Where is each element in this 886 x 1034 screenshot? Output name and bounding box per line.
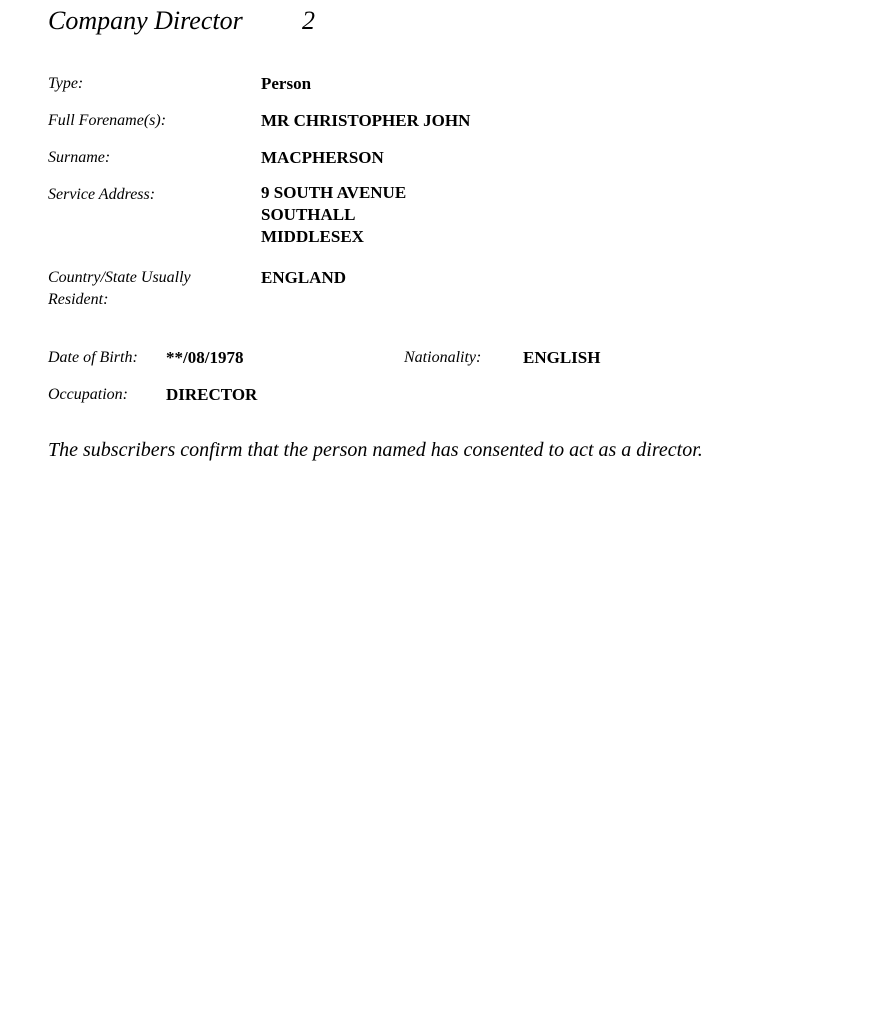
country-label-line-2: Resident: <box>48 291 109 308</box>
country-label <box>48 267 191 311</box>
service-address-label: Service Address: <box>48 186 156 203</box>
director-number: 2 <box>302 6 315 35</box>
country-label-line-1: Country/State Usually <box>48 269 191 286</box>
consent-statement: The subscribers confirm that the person named has consented to act as a director. <box>48 439 703 461</box>
type-value: Person <box>261 74 312 93</box>
forenames-label: Full Forename(s): <box>48 112 167 129</box>
address-line-1: 9 SOUTH AVENUE <box>261 183 407 202</box>
forenames-value: MR CHRISTOPHER JOHN <box>261 111 471 130</box>
occupation-value: DIRECTOR <box>166 385 258 404</box>
surname-label: Surname: <box>48 149 111 166</box>
country-value: ENGLAND <box>261 268 347 287</box>
dob-label: Date of Birth: <box>48 349 138 366</box>
occupation-label: Occupation: <box>48 386 128 403</box>
type-label: Type: <box>48 75 84 92</box>
nationality-label: Nationality: <box>404 349 482 366</box>
nationality-value: ENGLISH <box>523 348 601 367</box>
address-line-3: MIDDLESEX <box>261 227 364 246</box>
dob-value: **/08/1978 <box>166 348 244 367</box>
service-address-value <box>261 182 406 248</box>
surname-value: MACPHERSON <box>261 148 384 167</box>
address-line-2: SOUTHALL <box>261 205 356 224</box>
section-title: Company Director <box>48 6 243 35</box>
